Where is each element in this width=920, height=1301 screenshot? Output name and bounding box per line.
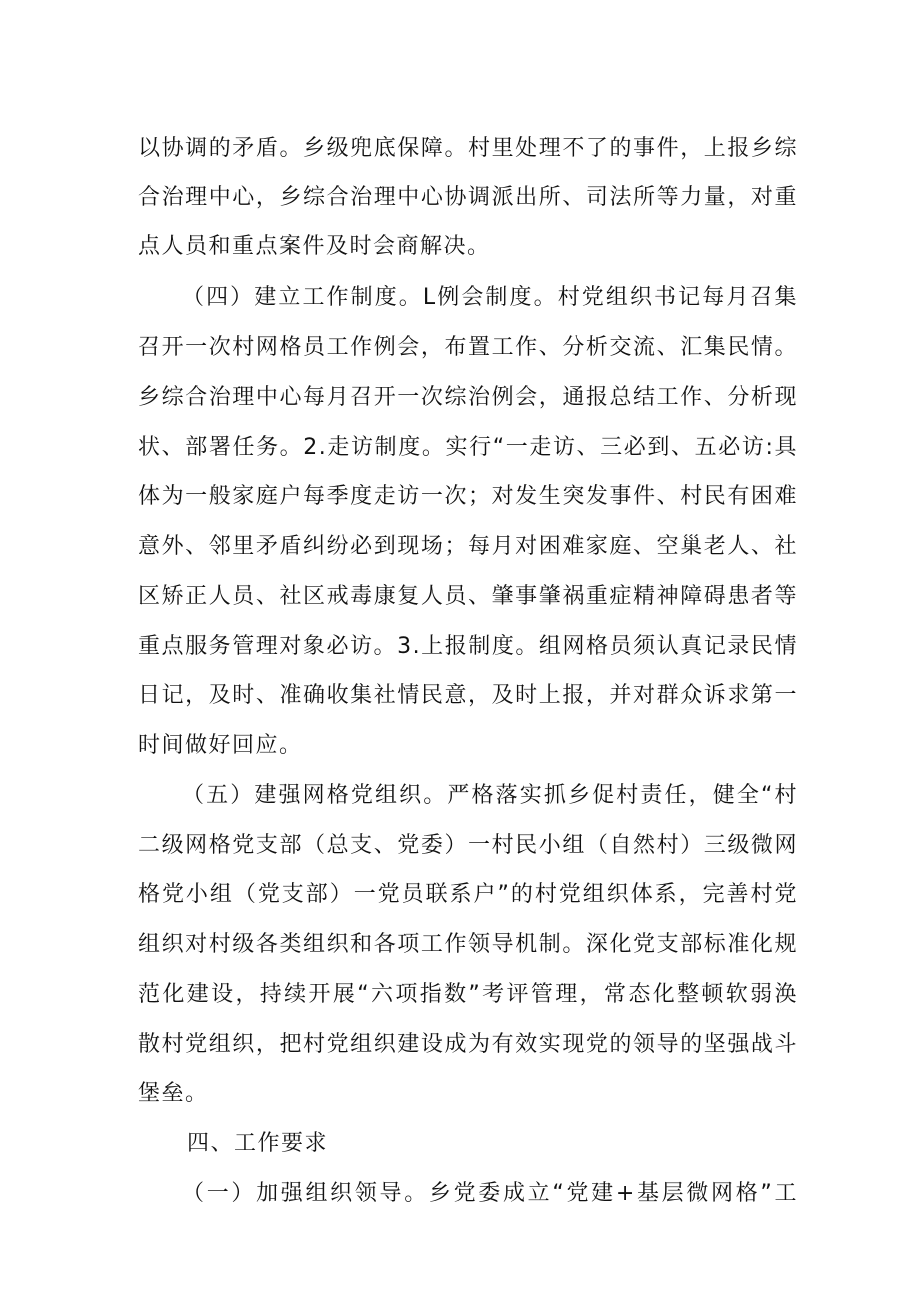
- paragraph-heading-line: （四）建立工作制度。L例会制度。村党组织书记每月召集: [182, 285, 798, 310]
- text-line: 以协调的矛盾。乡级兜底保障。村里处理不了的事件，上报乡综: [138, 136, 798, 161]
- text-line: 召开一次村网格员工作例会，布置工作、分析交流、汇集民情。: [138, 335, 798, 360]
- paragraph-heading-line: （一）加强组织领导。乡党委成立“党建+基层微网格”工: [182, 1181, 798, 1206]
- text-line: 范化建设，持续开展“六项指数”考评管理，常态化整顿软弱涣: [138, 982, 798, 1007]
- text-line: 乡综合治理中心每月召开一次综治例会，通报总结工作、分析现: [138, 385, 798, 410]
- text-line: 组织对村级各类组织和各项工作领导机制。深化党支部标准化规: [138, 932, 798, 957]
- text-line: 日记，及时、准确收集社情民意，及时上报，并对群众诉求第一: [138, 683, 798, 708]
- text-line: 二级网格党支部（总支、党委）一村民小组（自然村）三级微网: [138, 833, 798, 858]
- text-line: 状、部署任务。2.走访制度。实行“一走访、三必到、五必访:具: [138, 435, 798, 460]
- text-line: 重点服务管理对象必访。3.上报制度。组网格员须认真记录民情: [138, 634, 798, 659]
- section-heading: 四、工作要求: [187, 1131, 329, 1156]
- text-line: 体为一般家庭户每季度走访一次；对发生突发事件、村民有困难: [138, 484, 798, 509]
- text-line: 意外、邻里矛盾纠纷必到现场；每月对困难家庭、空巢老人、社: [138, 534, 798, 559]
- text-line: 点人员和重点案件及时会商解决。: [138, 234, 491, 259]
- text-line: 堡垒。: [138, 1081, 209, 1106]
- text-line: 区矫正人员、社区戒毒康复人员、肇事肇祸重症精神障碍患者等: [138, 584, 798, 609]
- text-line: 格党小组（党支部）一党员联系户”的村党组织体系，完善村党: [138, 882, 798, 907]
- text-line: 合治理中心，乡综合治理中心协调派出所、司法所等力量，对重: [138, 185, 798, 210]
- paragraph-heading-line: （五）建强网格党组织。严格落实抓乡促村责任，健全“村: [182, 783, 798, 808]
- text-line: 时间做好回应。: [138, 733, 303, 758]
- text-line: 散村党组织，把村党组织建设成为有效实现党的领导的坚强战斗: [138, 1032, 798, 1057]
